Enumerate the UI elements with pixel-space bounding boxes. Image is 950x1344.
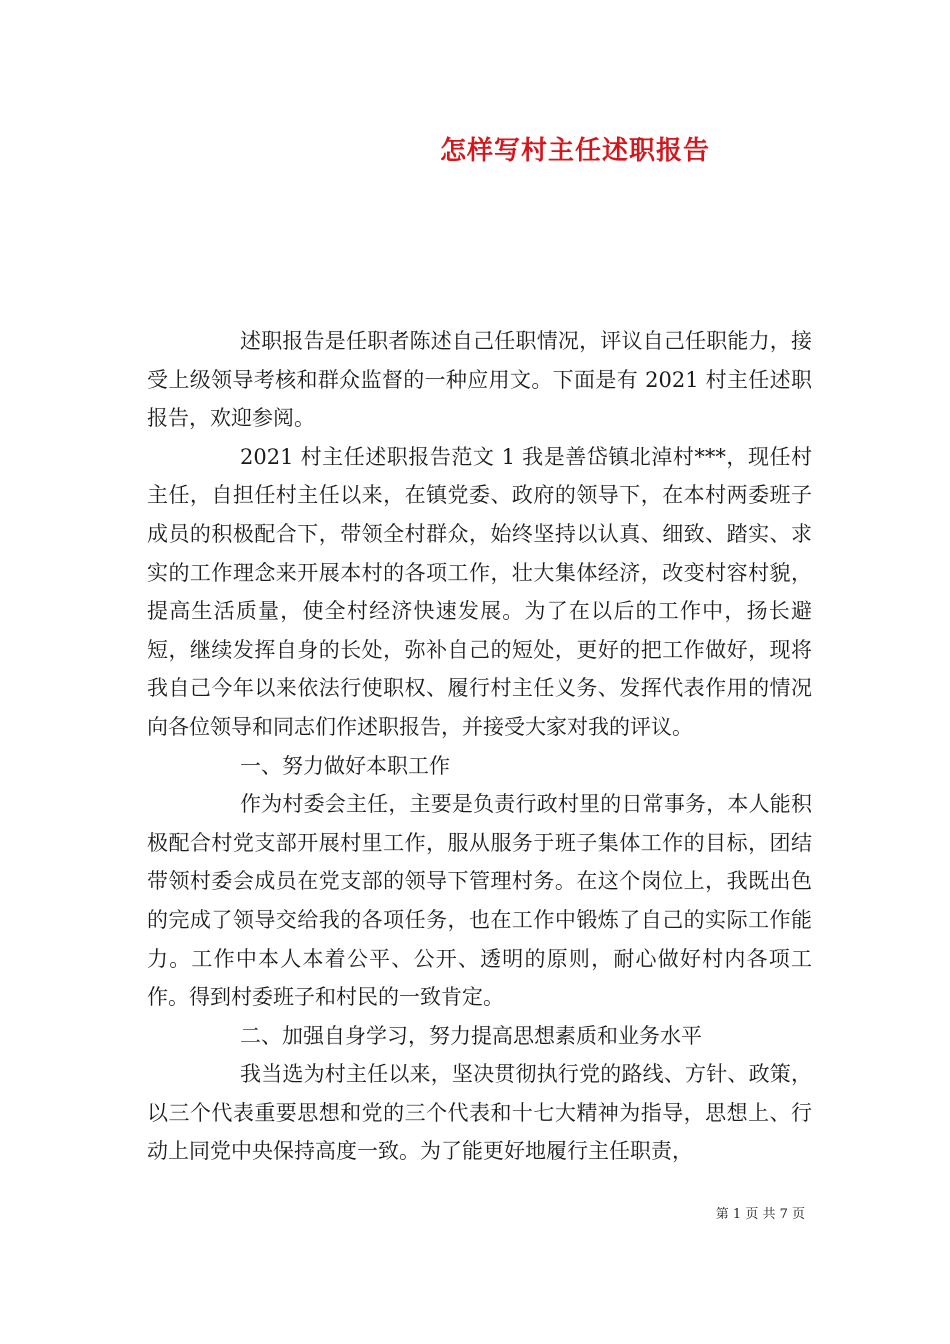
paragraph-intro: 述职报告是任职者陈述自己任职情况，评议自己任职能力，接受上级领导考核和群众监督的一种应用文。下面是有 2021 村主任述职报告，欢迎参阅。 xyxy=(147,329,812,431)
paragraph-sample-1: 2021 村主任述职报告范文 1 我是善岱镇北淖村***，现任村主任，自担任村主任以来，在镇党委、政府的领导下，在本村两委班子成员的积极配合下，带领全村群众，始终坚持以认真、细致、踏实、求实的工作理念来开展本村的各项工作，壮大集体经济，改变村容村貌，提高生活质量，使全村经济快速发展。为了在以后的工作中，扬长避短，继续发挥自身的长处，弥补自己的短处，更好的把工作做好，现将我自己今年以来依法行使职权、履行村主任义务、发挥代表作用的情况向各位领导和同志们作述职报告，并接受大家对我的评议。 xyxy=(147,444,812,739)
page-number-footer: 第 1 页 共 7 页 xyxy=(715,1207,805,1222)
section-heading-1: 一、努力做好本职工作 xyxy=(240,753,450,778)
paragraph-section-1: 作为村委会主任，主要是负责行政村里的日常事务，本人能积极配合村党支部开展村里工作，服从服务于班子集体工作的目标，团结带领村委会成员在党支部的领导下管理村务。在这个岗位上，我既出色的完成了领导交给我的各项任务，也在工作中锻炼了自己的实际工作能力。工作中本人本着公平、公开、透明的原则，耐心做好村内各项工作。得到村委班子和村民的一致肯定。 xyxy=(147,792,812,1010)
document-body xyxy=(147,322,812,1171)
section-heading-2: 二、加强自身学习，努力提高思想素质和业务水平 xyxy=(240,1023,702,1048)
paragraph-section-2: 我当选为村主任以来，坚决贯彻执行党的路线、方针、政策，以三个代表重要思想和党的三个代表和十七大精神为指导，思想上、行动上同党中央保持高度一致。为了能更好地履行主任职责， xyxy=(147,1062,812,1164)
document-title: 怎样写村主任述职报告 xyxy=(439,136,710,166)
